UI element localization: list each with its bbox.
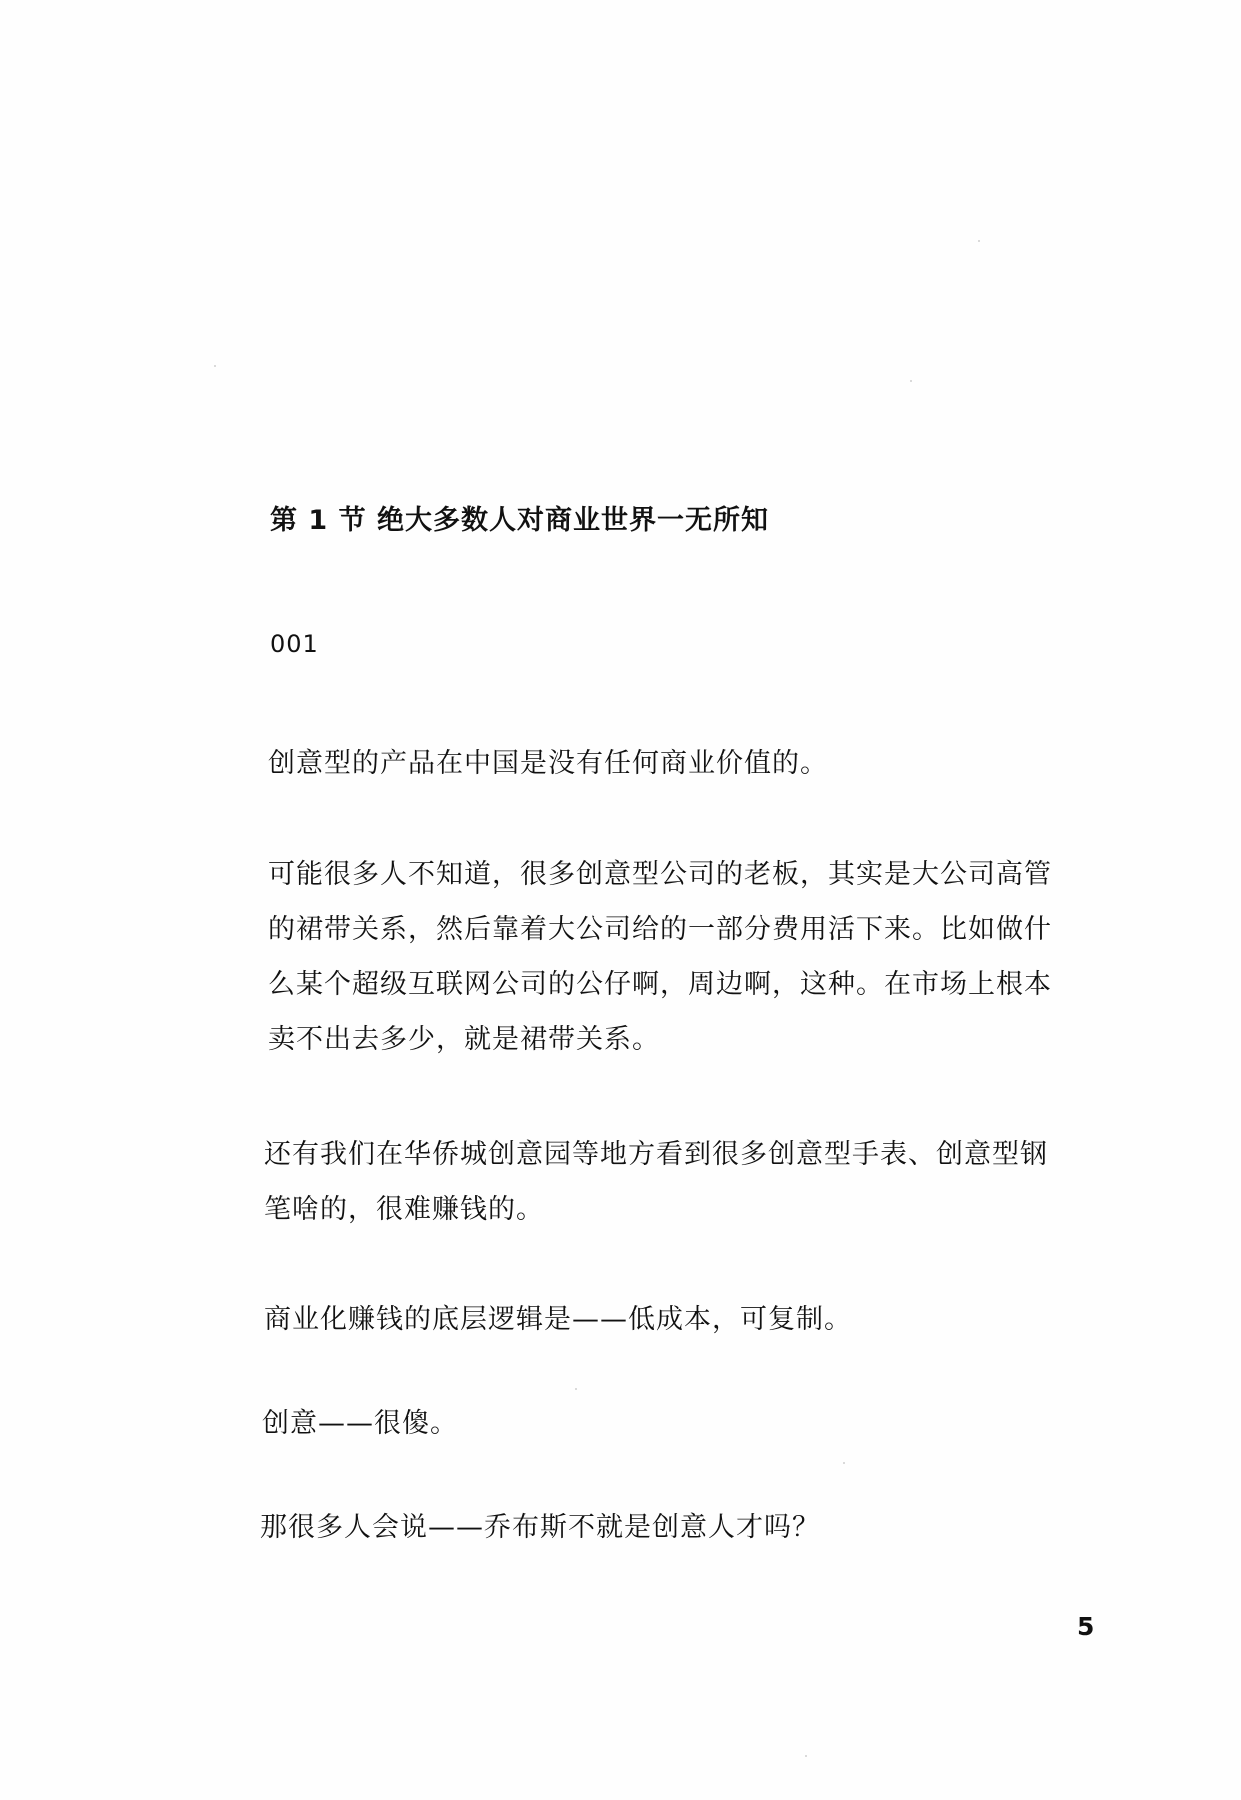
paragraph-line: 还有我们在华侨城创意园等地方看到很多创意型手表、创意型钢 bbox=[264, 1139, 1048, 1170]
scan-speck bbox=[805, 1755, 807, 1757]
paragraph-5 bbox=[262, 1396, 1112, 1451]
paragraph-2 bbox=[268, 847, 1118, 1067]
paragraph-1 bbox=[268, 736, 1118, 791]
paragraph-line: 商业化赚钱的底层逻辑是——低成本，可复制。 bbox=[264, 1304, 852, 1335]
section-heading: 第 1 节 绝大多数人对商业世界一无所知 bbox=[270, 505, 769, 536]
paragraph-4 bbox=[264, 1292, 1114, 1347]
paragraph-line: 笔啥的，很难赚钱的。 bbox=[264, 1194, 544, 1225]
scan-speck bbox=[978, 240, 980, 242]
paragraph-line: 的裙带关系，然后靠着大公司给的一部分费用活下来。比如做什 bbox=[268, 914, 1052, 945]
scan-speck bbox=[910, 380, 912, 382]
paragraph-line: 创意型的产品在中国是没有任何商业价值的。 bbox=[268, 748, 828, 779]
scan-speck bbox=[214, 365, 216, 367]
paragraph-line: 那很多人会说——乔布斯不就是创意人才吗？ bbox=[260, 1512, 820, 1543]
paragraph-6 bbox=[260, 1500, 1110, 1555]
section-number: 001 bbox=[270, 630, 319, 658]
scan-speck bbox=[575, 1388, 577, 1390]
paragraph-line: 么某个超级互联网公司的公仔啊，周边啊，这种。在市场上根本 bbox=[268, 969, 1052, 1000]
paragraph-line: 创意——很傻。 bbox=[262, 1408, 458, 1439]
page-number: 5 bbox=[1077, 1612, 1095, 1641]
scan-speck bbox=[843, 1462, 845, 1464]
paragraph-3 bbox=[264, 1127, 1114, 1237]
paragraph-line: 卖不出去多少，就是裙带关系。 bbox=[268, 1024, 660, 1055]
paragraph-line: 可能很多人不知道，很多创意型公司的老板，其实是大公司高管 bbox=[268, 859, 1052, 890]
